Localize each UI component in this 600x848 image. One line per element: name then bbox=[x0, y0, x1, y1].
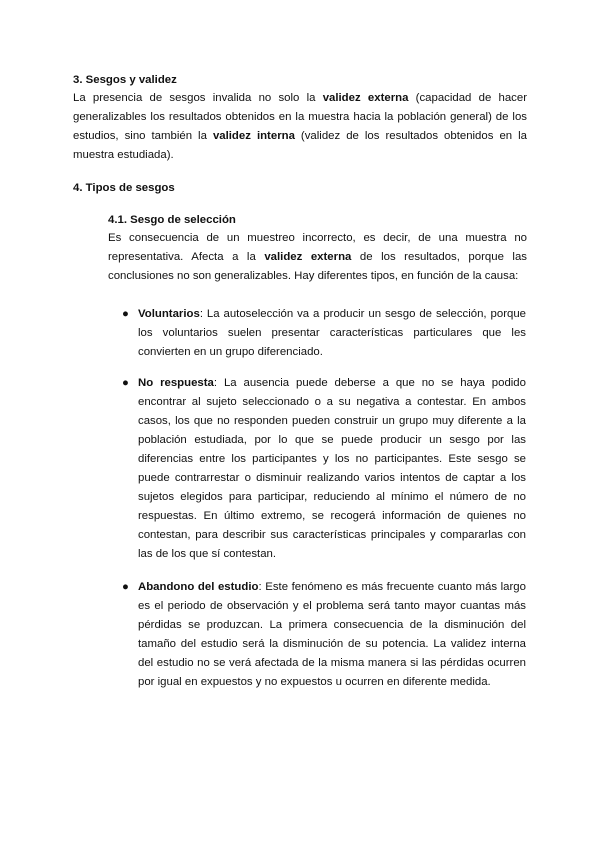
paragraph-text: (capacidad de hacer generalizables los resultados obtenidos en la muestra hacia la población general) de los estudios, sino también la bbox=[73, 92, 527, 142]
bold-term: Voluntarios bbox=[138, 308, 200, 320]
bold-term: No respuesta bbox=[138, 377, 214, 389]
bold-term-validez-interna: validez interna bbox=[212, 130, 295, 142]
section-4-heading: 4. Tipos de sesgos bbox=[73, 182, 175, 194]
bold-term-validez-externa: validez externa bbox=[264, 251, 352, 263]
subsection-4-1-paragraph bbox=[108, 229, 527, 286]
list-item-description: : La autoselección va a producir un sesgo de selección, porque los voluntarios suelen presentar características particulares que les convierten en un grupo diferenciado. bbox=[138, 308, 526, 358]
list-item-text bbox=[138, 374, 526, 564]
list-item-text bbox=[138, 578, 526, 692]
list-item-description: : Este fenómeno es más frecuente cuanto más largo es el periodo de observación y el problema será tanto mayor cuantas más pérdidas se produzcan. La primera consecuencia de la disminución del tamaño del estudio será la disminución de su potencia. La validez interna del estudio no se verá afectada de la misma manera si las pérdidas ocurren por igual en expuestos y no expuestos u ocurren en diferente medida. bbox=[138, 581, 526, 688]
list-item-no-respuesta bbox=[122, 374, 526, 564]
list-item-description: : La ausencia puede deberse a que no se haya podido encontrar al sujeto seleccionado o a su negativa a contestar. En ambos casos, los que no responden pueden construir un grupo muy diferente a la población estudiada, por lo que se puede producir un sesgo por las diferencias entre los participantes y los no participantes. Este sesgo se puede contrarrestar o disminuir realizando varios intentos de captar a los sujetos elegidos para participar, reduciendo al mínimo el número de no respuestas. En último extremo, se recogerá información de quienes no contestan, para describir sus características principales y compararlas con las de los que sí contestan. bbox=[138, 377, 526, 560]
list-item-abandono-del-estudio bbox=[122, 578, 526, 692]
section-3-paragraph bbox=[73, 89, 527, 165]
bullet-icon: ● bbox=[122, 377, 129, 389]
subsection-4-1-heading: 4.1. Sesgo de selección bbox=[108, 214, 236, 226]
paragraph-text: Es consecuencia de un muestreo incorrecto, es decir, de una muestra no representativa. Afecta a la bbox=[108, 232, 527, 263]
paragraph-text: La presencia de sesgos invalida no solo la bbox=[73, 92, 323, 104]
list-item-text bbox=[138, 305, 526, 362]
list-item-voluntarios bbox=[122, 305, 526, 362]
bold-term-validez-externa: validez externa bbox=[322, 92, 409, 104]
bullet-icon: ● bbox=[122, 581, 129, 593]
bold-term: Abandono del estudio bbox=[138, 581, 259, 593]
paragraph-text: (validez de los resultados obtenidos en la muestra estudiada). bbox=[73, 130, 527, 161]
paragraph-text: de los resultados, porque las conclusiones no son generalizables. Hay diferentes tipos, en función de la causa: bbox=[108, 251, 527, 282]
section-3-heading: 3. Sesgos y validez bbox=[73, 74, 177, 86]
bullet-icon: ● bbox=[122, 308, 129, 320]
